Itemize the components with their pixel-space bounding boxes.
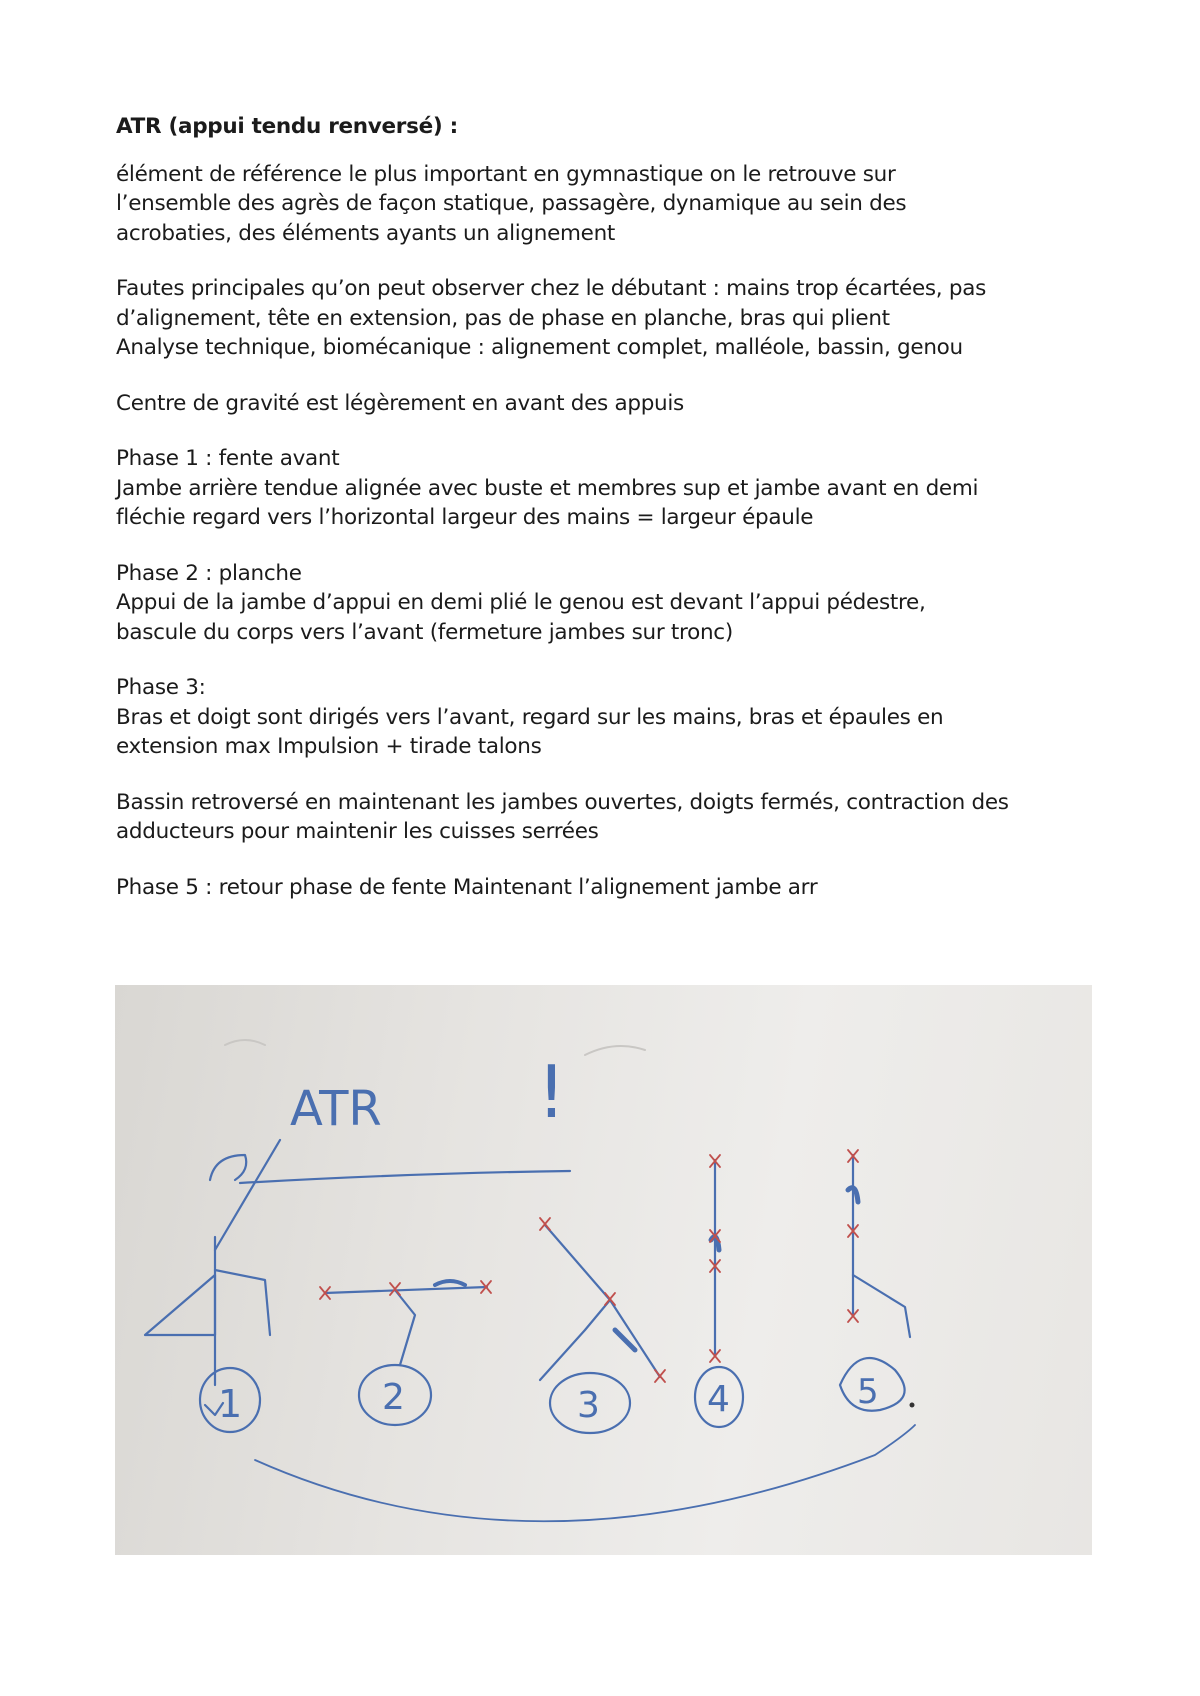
phase-number-3: 3 — [577, 1385, 600, 1426]
paragraph-line: Jambe arrière tendue alignée avec buste et membres sup et jambe avant en demi — [116, 475, 979, 501]
paragraph-line: Fautes principales qu’on peut observer chez le débutant : mains trop écartées, pas — [116, 276, 986, 301]
paragraph — [116, 673, 1096, 762]
whiteboard-sketch — [115, 985, 1092, 1555]
paragraph — [116, 873, 1096, 903]
whiteboard-photo — [115, 985, 1092, 1555]
paragraph-line: acrobaties, des éléments ayants un alignement — [116, 220, 616, 246]
whiteboard-heading: ATR — [290, 1081, 382, 1137]
paragraph-line: Phase 5 : retour phase de fente Maintenant l’alignement jambe arr — [116, 874, 818, 900]
paragraph-line: adducteurs pour maintenir les cuisses serrées — [116, 819, 599, 844]
connecting-arc — [255, 1425, 915, 1521]
phase-number-2: 2 — [382, 1377, 405, 1418]
paragraph-line: élément de référence le plus important en gymnastique on le retrouve sur — [116, 161, 896, 187]
document-body — [116, 112, 1096, 928]
paragraph — [116, 444, 1096, 533]
paragraph-line: l’ensemble des agrès de façon statique, passagère, dynamique au sein des — [116, 191, 907, 216]
paragraph — [116, 788, 1096, 847]
paragraph-line: Phase 3: — [116, 675, 206, 700]
paragraph-line: Appui de la jambe d’appui en demi plié le genou est devant l’appui pédestre, — [116, 590, 926, 615]
document-title: ATR (appui tendu renversé) : — [116, 114, 458, 139]
paragraph-line: fléchie regard vers l’horizontal largeur des mains = largeur épaule — [116, 505, 814, 530]
phase-number-1: 1 — [218, 1382, 243, 1426]
paragraph-line: Bassin retroversé en maintenant les jambes ouvertes, doigts fermés, contraction des — [116, 789, 1009, 815]
paragraph-line: Bras et doigt sont dirigés vers l’avant, regard sur les mains, bras et épaules en — [116, 704, 944, 730]
paragraph-line: Phase 2 : planche — [116, 560, 302, 586]
phase-number-4: 4 — [707, 1379, 730, 1420]
figure-phase-3 — [540, 1225, 660, 1380]
paragraph — [116, 389, 1096, 419]
paragraph-line: extension max Impulsion + tirade talons — [116, 734, 542, 759]
paragraph-line: d’alignement, tête en extension, pas de phase en planche, bras qui plient — [116, 305, 890, 331]
whiteboard-exclamation: ! — [537, 1050, 566, 1134]
alignment-marks — [320, 1150, 858, 1382]
phase-number-5: 5 — [857, 1372, 879, 1412]
paragraph — [116, 274, 1096, 363]
paragraph — [116, 160, 1096, 249]
paragraph — [116, 559, 1096, 648]
paragraph-line: Phase 1 : fente avant — [116, 446, 340, 471]
paragraph-line: Centre de gravité est légèrement en avant des appuis — [116, 390, 684, 416]
paragraph-line: bascule du corps vers l’avant (fermeture jambes sur tronc) — [116, 619, 733, 645]
figure-phase-2 — [325, 1281, 487, 1365]
underline — [240, 1171, 570, 1183]
paragraph-line: Analyse technique, biomécanique : alignement complet, malléole, bassin, genou — [116, 335, 963, 360]
figure-phase-4 — [711, 1160, 719, 1355]
